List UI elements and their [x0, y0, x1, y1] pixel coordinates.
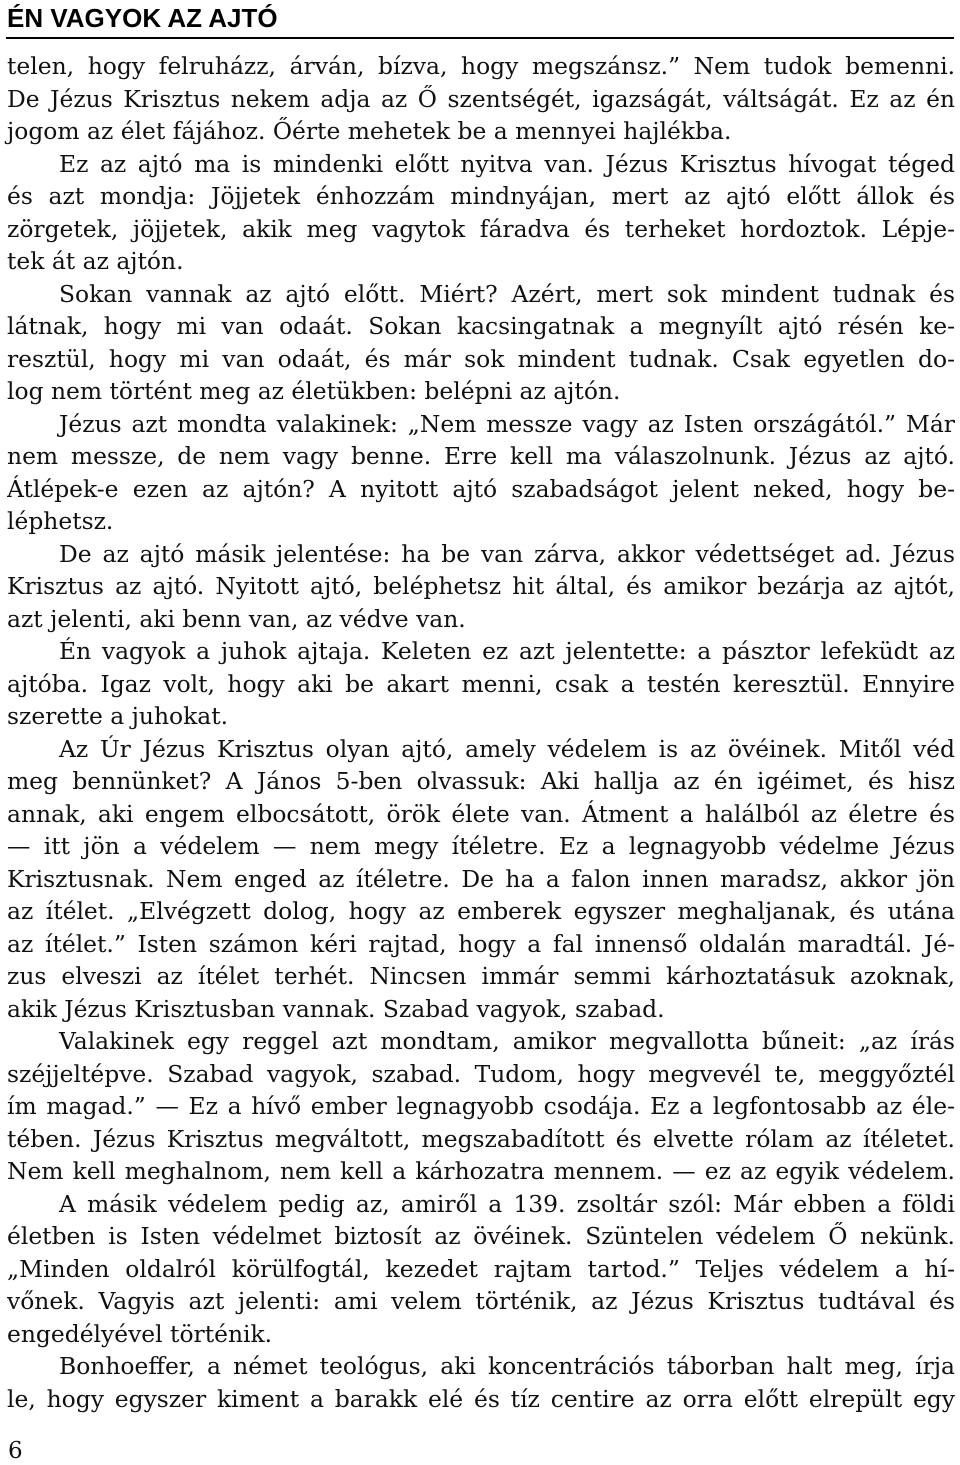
text-line: Krisztusnak. Nem enged az ítéletre. De ha a falon innen maradsz, akkor jön — [7, 864, 955, 893]
text-line: tében. Jézus Krisztus megváltott, megszabadított és elvette rólam az ítéletet. — [7, 1124, 955, 1153]
running-header: ÉN VAGYOK AZ AJTÓ — [7, 3, 278, 33]
text-line: léphetsz. — [7, 507, 114, 535]
text-line: le, hogy egyszer kiment a barakk elé és tíz centire az orra előtt elrepült egy — [7, 1384, 955, 1413]
text-line: telen, hogy felruházz, árván, bízva, hogy megszánsz.” Nem tudok bemenni. — [7, 52, 955, 80]
text-line: és azt mondja: Jöjjetek énhozzám mindnyájan, mert az ajtó előtt állok és — [7, 182, 955, 210]
text-line: annak, aki engem elbocsátott, örök élete van. Átment a halálból az életre és — [7, 799, 955, 828]
text-line: vőnek. Vagyis azt jelenti: ami velem történik, az Jézus Krisztus tudtával és — [7, 1287, 955, 1315]
text-line: zörgetek, jöjjetek, akik meg vagytok fáradva és terheket hordoztok. Lépje- — [7, 214, 955, 243]
text-line: jogom az élet fájához. Őérte mehetek be a mennyei hajlékba. — [7, 117, 732, 145]
text-line: resztül, hogy mi van odaát, és már sok mindent tudnak. Csak egyetlen do- — [7, 344, 955, 373]
text-line: széjjeltépve. Szabad vagyok, szabad. Tudom, hogy megvevél te, meggyőztél — [7, 1059, 955, 1088]
text-line: nem messze, de nem vagy benne. Erre kell ma válaszolnunk. Jézus az ajtó. — [7, 442, 955, 470]
text-line: — itt jön a védelem — nem megy ítéletre. Ez a legnagyobb védelme Jézus — [7, 832, 955, 860]
text-line: ajtóba. Igaz volt, hogy aki be akart menni, csak a testén keresztül. Ennyire — [7, 669, 955, 698]
text-line: Bonhoeffer, a német teológus, aki koncentrációs táborban halt meg, írja — [59, 1352, 955, 1380]
text-line: Átlépek-e ezen az ajtón? A nyitott ajtó szabadságot jelent neked, hogy be- — [7, 474, 955, 503]
text-line: log nem történt meg az életükben: belépni az ajtón. — [7, 377, 621, 405]
header-rule — [6, 37, 954, 39]
page-number: 6 — [8, 1438, 23, 1464]
text-line: látnak, hogy mi van odaát. Sokan kacsingatnak a megnyílt ajtó résén ke- — [7, 312, 955, 340]
text-line: akik Jézus Krisztusban vannak. Szabad vagyok, szabad. — [7, 994, 665, 1023]
text-line: tek át az ajtón. — [7, 247, 184, 275]
text-line: Krisztus az ajtó. Nyitott ajtó, beléphetsz hit által, és amikor bezárja az ajtót, — [7, 572, 955, 600]
text-line: szerette a juhokat. — [7, 702, 229, 730]
text-line: életben is Isten védelmet biztosít az övéinek. Szüntelen védelem Ő nekünk. — [7, 1222, 955, 1250]
text-line: Ez az ajtó ma is mindenki előtt nyitva van. Jézus Krisztus hívogat téged — [59, 149, 955, 178]
text-line: Sokan vannak az ajtó előtt. Miért? Azért, mert sok mindent tudnak és — [59, 279, 955, 308]
text-line: De az ajtó másik jelentése: ha be van zárva, akkor védettséget ad. Jézus — [59, 539, 955, 568]
text-line: az ítélet.” Isten számon kéri rajtad, hogy a fal innenső oldalán maradtál. Jé- — [7, 929, 955, 958]
text-line: zus elveszi az ítélet terhét. Nincsen immár semmi kárhoztatásuk azoknak, — [7, 962, 955, 990]
body-text — [7, 50, 955, 1415]
text-line: az ítélet. „Elvégzett dolog, hogy az emberek egyszer meghaljanak, és utána — [7, 897, 955, 925]
text-line: De Jézus Krisztus nekem adja az Ő szentségét, igazságát, váltságát. Ez az én — [7, 84, 955, 113]
text-line: Nem kell meghalnom, nem kell a kárhozatra mennem. — ez az egyik védelem. — [7, 1157, 955, 1185]
text-line: azt jelenti, aki benn van, az védve van. — [7, 604, 466, 633]
text-line: „Minden oldalról körülfogtál, kezedet rajtam tartod.” Teljes védelem a hí- — [7, 1254, 955, 1283]
text-line: meg bennünket? A János 5-ben olvassuk: Aki hallja az én igéimet, és hisz — [7, 767, 955, 795]
text-line: Jézus azt mondta valakinek: „Nem messze vagy az Isten országától.” Már — [59, 409, 955, 438]
text-line: A másik védelem pedig az, amiről a 139. zsoltár szól: Már ebben a földi — [59, 1189, 955, 1218]
text-line: Az Úr Jézus Krisztus olyan ajtó, amely védelem is az övéinek. Mitől véd — [59, 734, 955, 763]
text-line: Én vagyok a juhok ajtaja. Keleten ez azt jelentette: a pásztor lefeküdt az — [59, 637, 955, 665]
text-line: engedélyével történik. — [7, 1319, 273, 1348]
text-line: Valakinek egy reggel azt mondtam, amikor megvallotta bűneit: „az írás — [59, 1027, 955, 1055]
text-line: ím magad.” — Ez a hívő ember legnagyobb csodája. Ez a legfontosabb az éle- — [7, 1092, 955, 1120]
